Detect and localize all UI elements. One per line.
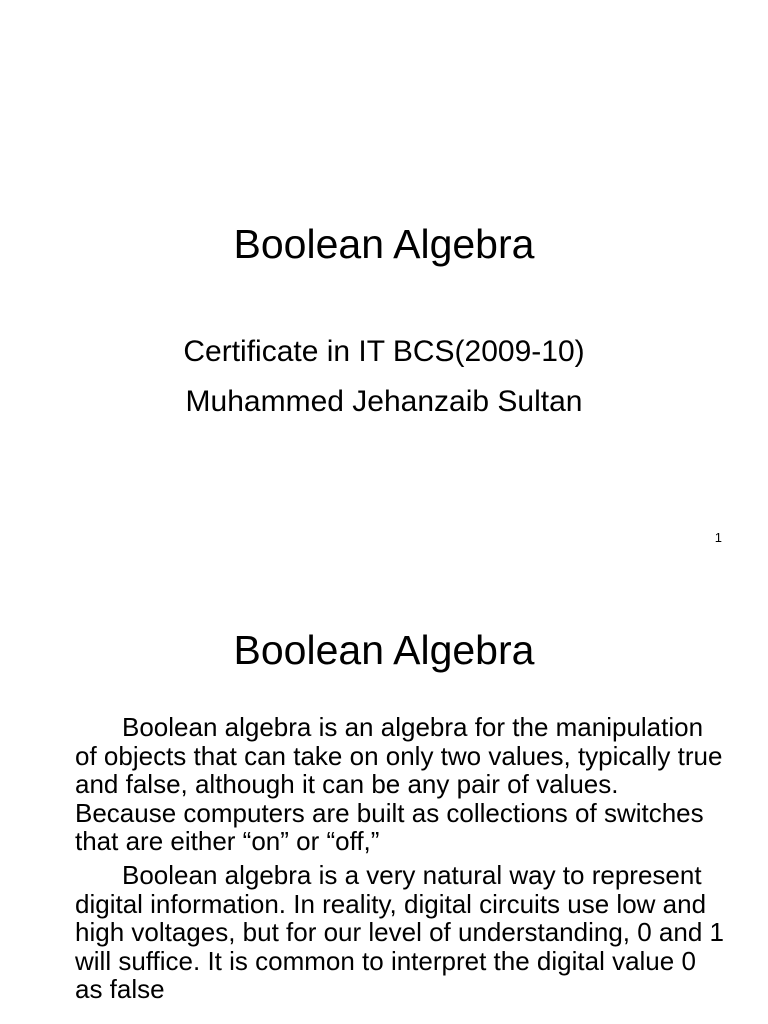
slide-title: Boolean Algebra: [233, 627, 535, 673]
course-subtitle: Certificate in IT BCS(2009-10): [183, 335, 585, 368]
body-paragraph: Boolean algebra is an algebra for the manipulation of objects that can take on only two values, typically true and false, although it can be any pair of values. Because computers are built as collections of switches that are either “on” or “off,”: [75, 712, 723, 857]
slide-title: Boolean Algebra: [233, 221, 535, 267]
body-paragraph: Boolean algebra is a very natural way to represent digital information. In reality, digital circuits use low and high voltages, but for our level of understanding, 0 and 1 will suffice. It is common to interpret the digital value 0 as false: [75, 859, 724, 1005]
author-name: Muhammed Jehanzaib Sultan: [185, 385, 583, 418]
slide-2: [0, 576, 768, 1024]
slide-body: [75, 713, 725, 1009]
page-number: 1: [714, 530, 722, 545]
